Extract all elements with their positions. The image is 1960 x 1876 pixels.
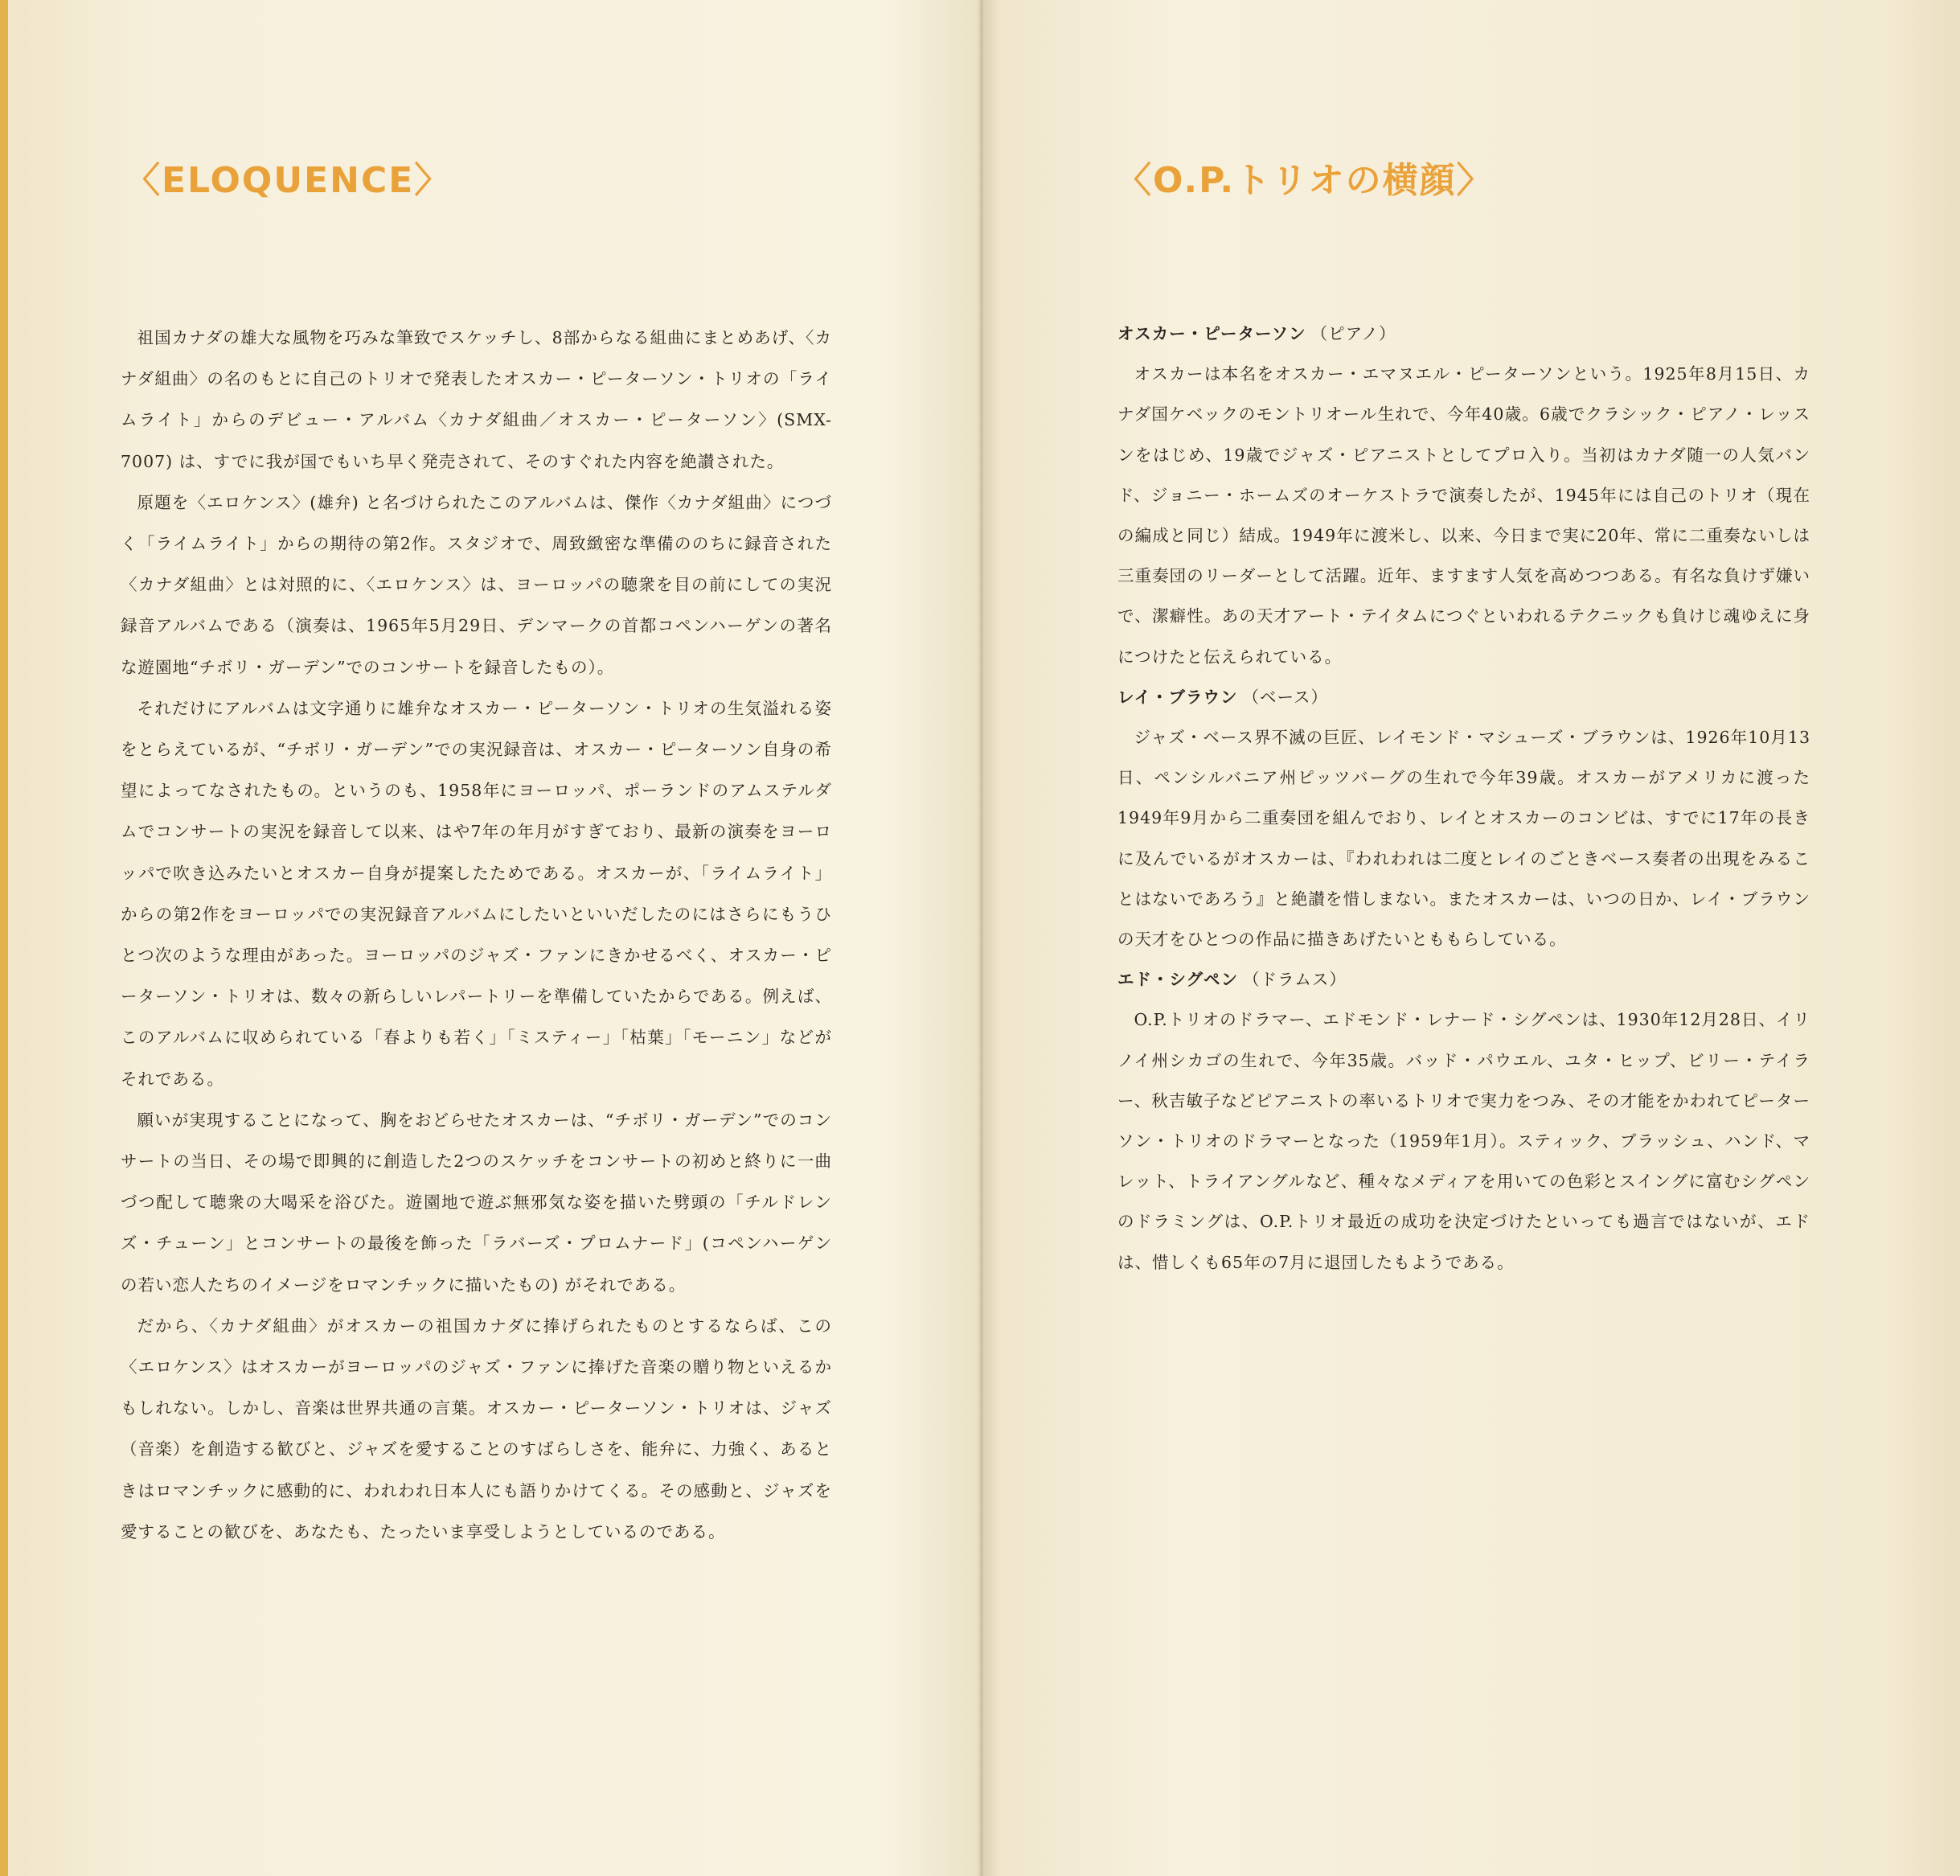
article-paragraph: それだけにアルバムは文字通りに雄弁なオスカー・ピーターソン・トリオの生気溢れる姿をとらえているが、“チボリ・ガーデン”での実況録音は、オスカー・ピーターソン自身の希望によってなされたもの。というのも、1958年にヨーロッパ、ポーランドのアムステルダムでコンサートの実況を録音して以来、はや7年の年月がすぎており、最新の演奏をヨーロッパで吹き込みたいとオスカー自身が提案したためである。オスカーが、「ライムライト」からの第2作をヨーロッパでの実況録音アルバムにしたいといいだしたのにはさらにもうひとつ次のような理由があった。ヨーロッパのジャズ・ファンにきかせるべく、オスカー・ピーターソン・トリオは、数々の新らしいレパートリーを準備していたからである。例えば、このアルバムに収められている「春よりも若く」「ミスティー」「枯葉」「モーニン」などがそれである。 [121, 698, 832, 1089]
member-heading-peterson [1117, 314, 1810, 354]
trio-profile-title: 〈O.P.トリオの横顔〉 [1116, 160, 1494, 201]
member-instrument: （ドラムス） [1243, 970, 1347, 990]
page-edge [0, 0, 8, 1876]
member-heading-brown [1117, 677, 1810, 717]
member-instrument: （ベース） [1242, 687, 1328, 707]
member-name: エド・シグペン [1117, 970, 1239, 990]
article-paragraph: 原題を〈エロケンス〉(雄弁) と名づけられたこのアルバムは、傑作〈カナダ組曲〉につづく「ライムライト」からの期待の第2作。スタジオで、周致緻密な準備ののちに録音された〈カナダ組曲〉とは対照的に、〈エロケンス〉は、ヨーロッパの聴衆を目の前にしての実況録音アルバムである（演奏は、1965年5月29日、デンマークの首都コペンハーゲンの著名な遊園地“チボリ・ガーデン”でのコンサートを録音したもの）。 [121, 492, 832, 677]
member-instrument: （ピアノ） [1310, 324, 1396, 343]
eloquence-title: 〈ELOQUENCE〉 [125, 160, 452, 201]
eloquence-article [121, 318, 832, 1553]
member-bio: オスカーは本名をオスカー・エマヌエル・ピーターソンという。1925年8月15日、カナダ国ケベックのモントリオール生れで、今年40歳。6歳でクラシック・ピアノ・レッスンをはじめ、19歳でジャズ・ピアニストとしてプロ入り。当初はカナダ随一の人気バンド、ジョニー・ホームズのオーケストラで演奏したが、1945年には自己のトリオ（現在の編成と同じ）結成。1949年に渡米し、以来、今日まで実に20年、常に二重奏ないしは三重奏団のリーダーとして活躍。近年、ますます人気を高めつつある。有名な負けず嫌いで、潔癖性。あの天才アート・テイタムにつぐといわれるテクニックも負けじ魂ゆえに身につけたと伝えられている。 [1117, 364, 1810, 667]
article-paragraph: 祖国カナダの雄大な風物を巧みな筆致でスケッチし、8部からなる組曲にまとめあげ、〈カナダ組曲〉の名のもとに自己のトリオで発表したオスカー・ピーターソン・トリオの「ライムライト」からのデビュー・アルバム〈カナダ組曲／オスカー・ピーターソン〉(SMX-7007) は、すでに我が国でもいち早く発売されて、そのすぐれた内容を絶讃された。 [121, 328, 832, 471]
left-page [8, 0, 980, 1876]
trio-profiles [1117, 314, 1810, 1283]
right-page [983, 0, 1960, 1876]
member-name: オスカー・ピーターソン [1117, 324, 1306, 343]
article-paragraph: だから、〈カナダ組曲〉がオスカーの祖国カナダに捧げられたものとするならば、この〈エロケンス〉はオスカーがヨーロッパのジャズ・ファンに捧げた音楽の贈り物といえるかもしれない。しかし、音楽は世界共通の言葉。オスカー・ピーターソン・トリオは、ジャズ（音楽）を創造する歓びと、ジャズを愛することのすばらしさを、能弁に、力強く、あるときはロマンチックに感動的に、われわれ日本人にも語りかけてくる。その感動と、ジャズを愛することの歓びを、あなたも、たったいま享受しようとしているのである。 [121, 1316, 832, 1541]
member-bio: O.P.トリオのドラマー、エドモンド・レナード・シグペンは、1930年12月28日、イリノイ州シカゴの生れで、今年35歳。バッド・パウエル、ユタ・ヒップ、ビリー・テイラー、秋吉敏子などピアニストの率いるトリオで実力をつみ、その才能をかわれてピーターソン・トリオのドラマーとなった（1959年1月）。スティック、ブラッシュ、ハンド、マレット、トライアングルなど、種々なメディアを用いての色彩とスイングに富むシグペンのドラミングは、O.P.トリオ最近の成功を決定づけたといっても過言ではないが、エドは、惜しくも65年の7月に退団したもようである。 [1117, 1010, 1810, 1272]
member-bio: ジャズ・ベース界不滅の巨匠、レイモンド・マシューズ・ブラウンは、1926年10月13日、ペンシルバニア州ピッツバーグの生れで今年39歳。オスカーがアメリカに渡った1949年9月から二重奏団を組んでおり、レイとオスカーのコンビは、すでに17年の長きに及んでいるがオスカーは、『われわれは二度とレイのごときベース奏者の出現をみることはないであろう』と絶讃を惜しまない。またオスカーは、いつの日か、レイ・ブラウンの天才をひとつの作品に描きあげたいとももらしている。 [1117, 728, 1810, 950]
member-name: レイ・ブラウン [1117, 687, 1238, 707]
article-paragraph: 願いが実現することになって、胸をおどらせたオスカーは、“チボリ・ガーデン”でのコンサートの当日、その場で即興的に創造した2つのスケッチをコンサートの初めと終りに一曲づつ配して聴衆の大喝采を浴びた。遊園地で遊ぶ無邪気な姿を描いた劈頭の「チルドレンズ・チューン」とコンサートの最後を飾った「ラバーズ・プロムナード」(コペンハーゲンの若い恋人たちのイメージをロマンチックに描いたもの) がそれである。 [121, 1110, 832, 1295]
member-heading-thigpen [1117, 959, 1810, 1000]
